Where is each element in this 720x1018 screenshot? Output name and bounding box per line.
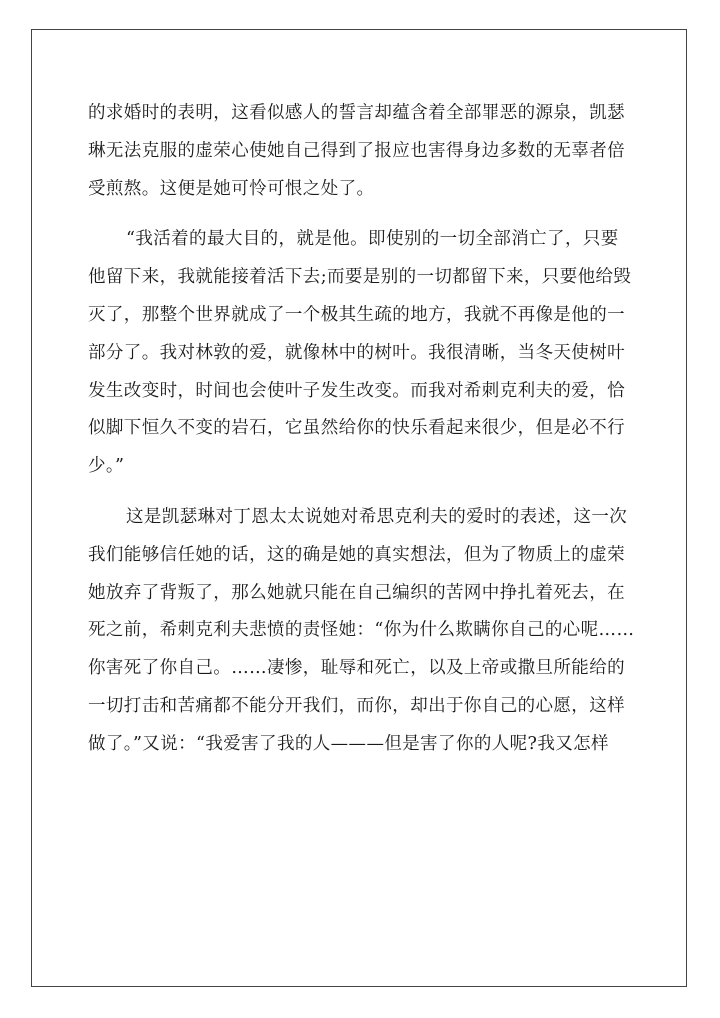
paragraph-1 [88, 95, 633, 208]
text-line: 他留下来，我就能接着活下去;而要是别的一切都留下来，只要他给毁 [88, 267, 632, 288]
text-line: 你害死了你自己。……凄惨，耻辱和死亡，以及上帝或撒旦所能给的 [88, 658, 625, 679]
paragraph-3 [88, 499, 633, 764]
text-line: 受煎熬。这便是她可怜可恨之处了。 [88, 178, 375, 199]
text-line: 部分了。我对林敦的爱，就像林中的树叶。我很清晰，当冬天使树叶 [88, 342, 625, 363]
paragraph-2 [88, 221, 633, 486]
text-line: 似脚下恒久不变的岩石，它虽然给你的快乐看起来很少，但是必不行 [88, 418, 625, 439]
text-line: 灭了，那整个世界就成了一个极其生疏的地方，我就不再像是他的一 [88, 304, 625, 325]
text-line: 发生改变时，时间也会使叶子发生改变。而我对希刺克利夫的爱，恰 [88, 380, 625, 401]
text-line: 我们能够信任她的话，这的确是她的真实想法，但为了物质上的虚荣 [88, 544, 625, 565]
text-line: 琳无法克服的虚荣心使她自己得到了报应也害得身边多数的无辜者倍 [88, 140, 625, 161]
text-line: 的求婚时的表明，这看似感人的誓言却蕴含着全部罪恶的源泉，凯瑟 [88, 103, 625, 123]
text-line: 一切打击和苦痛都不能分开我们，而你，却出于你自己的心愿，这样 [88, 695, 625, 716]
text-line: “我活着的最大目的，就是他。即使别的一切全部消亡了，只要 [126, 229, 619, 250]
text-line: 这是凯瑟琳对丁恩太太说她对希思克利夫的爱时的表述，这一次 [126, 506, 628, 527]
text-line: 少。” [88, 456, 125, 477]
text-line: 做了。”又说：“我爱害了我的人———但是害了你的人呢?我又怎样 [88, 733, 609, 754]
text-line: 死之前，希刺克利夫悲愤的责怪她：“你为什么欺瞒你自己的心呢…… [88, 620, 635, 641]
text-line: 她放弃了背叛了，那么她就只能在自己编织的苦网中挣扎着死去，在 [88, 582, 625, 603]
document-body [88, 95, 633, 764]
